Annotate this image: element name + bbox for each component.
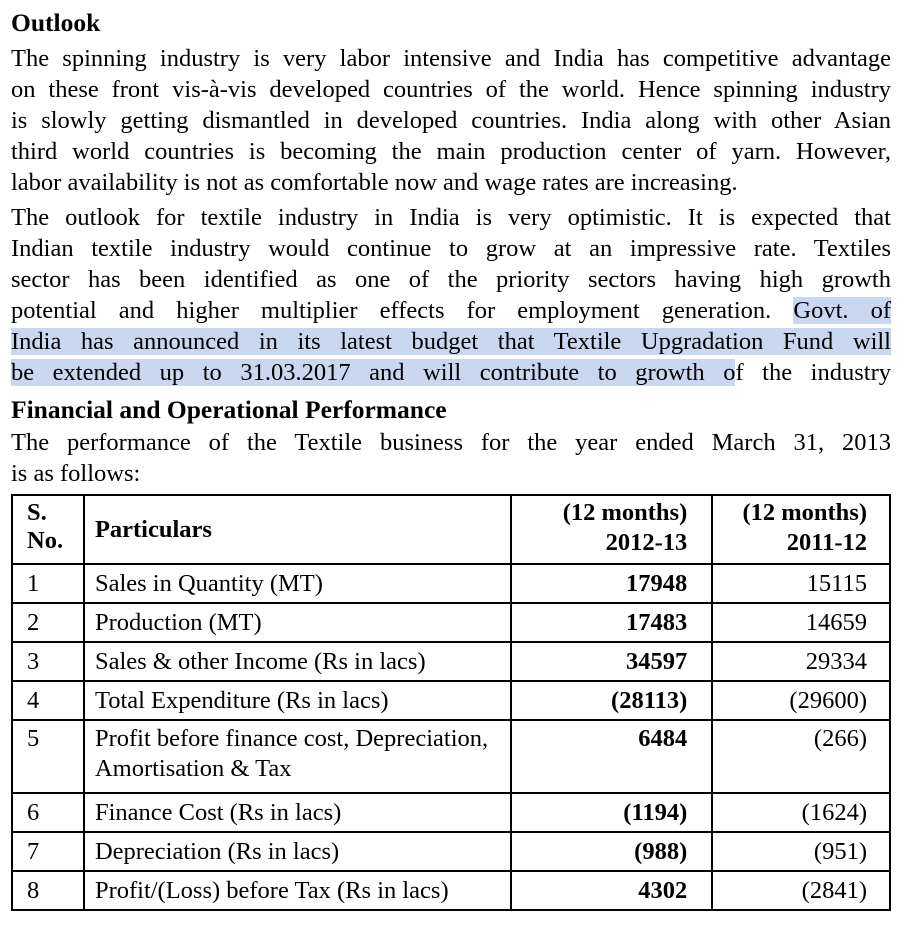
table-row [12, 564, 890, 603]
table-row [12, 681, 890, 720]
cell-particulars: Finance Cost (Rs in lacs) [84, 793, 511, 832]
text-line[interactable]: is slowly getting dismantled in developed countries. India along with other Asian [11, 107, 891, 134]
outlook-heading: Outlook [11, 8, 101, 37]
cell-2011-12: (1624) [712, 793, 890, 832]
text-line[interactable]: sector has been identified as one of the priority sectors having high growth [11, 266, 891, 293]
text-line[interactable]: on these front vis-à-vis developed countries of the world. Hence spinning industry [11, 76, 891, 103]
cell-2011-12: 14659 [712, 603, 890, 642]
cell-2011-12: 29334 [712, 642, 890, 681]
cell-2011-12: (266) [712, 720, 890, 793]
text-line[interactable]: labor availability is not as comfortable now and wage rates are increasing. [11, 169, 738, 196]
cell-sno: 6 [12, 793, 84, 832]
cell-2012-13: (988) [511, 832, 713, 871]
header-2011-12: (12 months) 2011-12 [712, 495, 890, 564]
text-segment[interactable]: potential and higher multiplier effects for employment generation. [11, 297, 772, 324]
header-particulars: Particulars [84, 495, 511, 564]
cell-2012-13: 6484 [511, 720, 713, 793]
selected-text[interactable]: Govt. of [793, 297, 891, 324]
cell-2012-13: 17948 [511, 564, 713, 603]
cell-2011-12: (951) [712, 832, 890, 871]
table-row [12, 603, 890, 642]
cell-2012-13: 4302 [511, 871, 713, 910]
performance-table [11, 494, 891, 911]
cell-2012-13: 34597 [511, 642, 713, 681]
cell-2012-13: 17483 [511, 603, 713, 642]
header-sno: S. No. [12, 495, 84, 564]
text-line[interactable]: Indian textile industry would continue to grow at an impressive rate. Textiles [11, 235, 891, 262]
outlook-paragraph-2[interactable] [11, 202, 891, 388]
table-row [12, 720, 890, 793]
financial-intro[interactable] [11, 427, 891, 489]
cell-particulars: Production (MT) [84, 603, 511, 642]
cell-sno: 4 [12, 681, 84, 720]
header-2012-13: (12 months) 2012-13 [511, 495, 713, 564]
text-line[interactable] [11, 326, 891, 357]
cell-particulars: Profit before finance cost, Depreciation, Amortisation & Tax [84, 720, 511, 793]
text-segment[interactable]: f the industry [735, 359, 891, 386]
table-row [12, 871, 890, 910]
cell-particulars: Total Expenditure (Rs in lacs) [84, 681, 511, 720]
text-line[interactable] [11, 295, 891, 326]
cell-sno: 1 [12, 564, 84, 603]
cell-sno: 2 [12, 603, 84, 642]
cell-2011-12: (29600) [712, 681, 890, 720]
outlook-section [11, 8, 891, 38]
cell-sno: 3 [12, 642, 84, 681]
table-row [12, 793, 890, 832]
cell-particulars: Depreciation (Rs in lacs) [84, 832, 511, 871]
selected-text[interactable]: be extended up to 31.03.2017 and will contribute to growth o [11, 359, 736, 386]
cell-2012-13: (28113) [511, 681, 713, 720]
cell-2011-12: (2841) [712, 871, 890, 910]
outlook-paragraph-1[interactable] [11, 43, 891, 198]
financial-section [11, 395, 891, 425]
cell-particulars: Sales in Quantity (MT) [84, 564, 511, 603]
text-line[interactable]: third world countries is becoming the main production center of yarn. However, [11, 138, 891, 165]
cell-sno: 5 [12, 720, 84, 793]
cell-2011-12: 15115 [712, 564, 890, 603]
cell-particulars: Sales & other Income (Rs in lacs) [84, 642, 511, 681]
financial-heading: Financial and Operational Performance [11, 395, 447, 424]
table-row [12, 642, 890, 681]
text-line[interactable]: The performance of the Textile business for the year ended March 31, 2013 [11, 429, 891, 456]
cell-particulars: Profit/(Loss) before Tax (Rs in lacs) [84, 871, 511, 910]
cell-2012-13: (1194) [511, 793, 713, 832]
selected-text[interactable]: India has announced in its latest budget that Textile Upgradation Fund will [11, 328, 891, 355]
cell-sno: 7 [12, 832, 84, 871]
text-line[interactable]: is as follows: [11, 460, 141, 487]
table-row [12, 832, 890, 871]
cell-sno: 8 [12, 871, 84, 910]
table-header-row [12, 495, 890, 564]
text-line[interactable]: The outlook for textile industry in India is very optimistic. It is expected that [11, 204, 891, 231]
text-line[interactable] [11, 357, 891, 388]
text-line[interactable]: The spinning industry is very labor intensive and India has competitive advantage [11, 45, 891, 72]
